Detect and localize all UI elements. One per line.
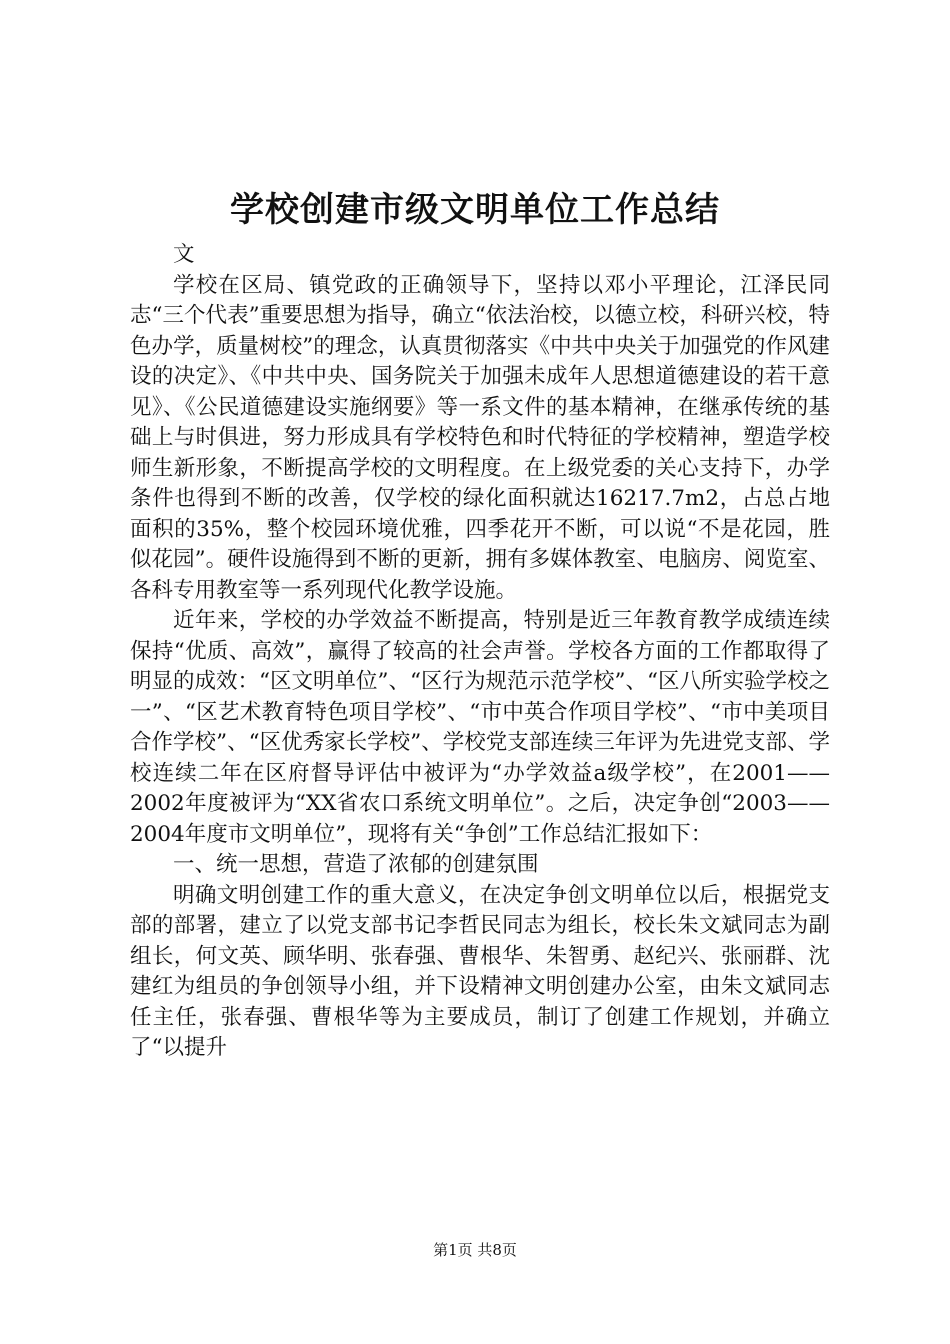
document-body xyxy=(130,240,830,1064)
paragraph-intro: 学校在区局、镇党政的正确领导下，坚持以邓小平理论，江泽民同志“三个代表”重要思想为指导，确立“依法治校，以德立校，科研兴校，特色办学，质量树校”的理念，认真贯彻落实《中共中央关于加强党的作风建设的决定》、《中共中央、国务院关于加强未成年人思想道德建设的若干意见》、《公民道德建设实施纲要》等一系文件的基本精神，在继承传统的基础上与时俱进，努力形成具有学校特色和时代特征的学校精神，塑造学校师生新形象，不断提高学校的文明程度。在上级党委的关心支持下，办学条件也得到不断的改善，仅学校的绿化面积就达16217.7m2，占总占地面积的35%，整个校园环境优雅，四季花开不断，可以说“不是花园，胜似花园”。硬件设施得到不断的更新，拥有多媒体教室、电脑房、阅览室、各科专用教室等一系列现代化教学设施。 xyxy=(130,272,830,603)
section-heading-1: 一、统一思想，营造了浓郁的创建氛围 xyxy=(173,852,539,877)
paragraph-author: 文 xyxy=(173,242,195,267)
paragraph-achievements: 近年来，学校的办学效益不断提高，特别是近三年教育教学成绩连续保持“优质、高效”，赢得了较高的社会声誉。学校各方面的工作都取得了明显的成效：“区文明单位”、“区行为规范示范学校”、“区八所实验学校之一”、“区艺术教育特色项目学校”、“市中英合作项目学校”、“市中美项目合作学校”、“区优秀家长学校”、学校党支部连续三年评为先进党支部、学校连续二年在区府督导评估中被评为“办学效益a级学校”，在2001——2002年度被评为“XX省农口系统文明单位”。之后，决定争创“2003——2004年度市文明单位”，现将有关“争创”工作总结汇报如下： xyxy=(130,608,830,847)
paragraph-section-1: 明确文明创建工作的重大意义，在决定争创文明单位以后，根据党支部的部署，建立了以党支部书记李哲民同志为组长，校长朱文斌同志为副组长，何文英、顾华明、张春强、曹根华、朱智勇、赵纪兴、张丽群、沈建红为组员的争创领导小组，并下设精神文明创建办公室，由朱文斌同志任主任，张春强、曹根华等为主要成员，制订了创建工作规划，并确立了“以提升 xyxy=(130,882,830,1060)
document-title: 学校创建市级文明单位工作总结 xyxy=(230,190,720,230)
page-number-footer: 第1页 共8页 xyxy=(433,1241,517,1259)
